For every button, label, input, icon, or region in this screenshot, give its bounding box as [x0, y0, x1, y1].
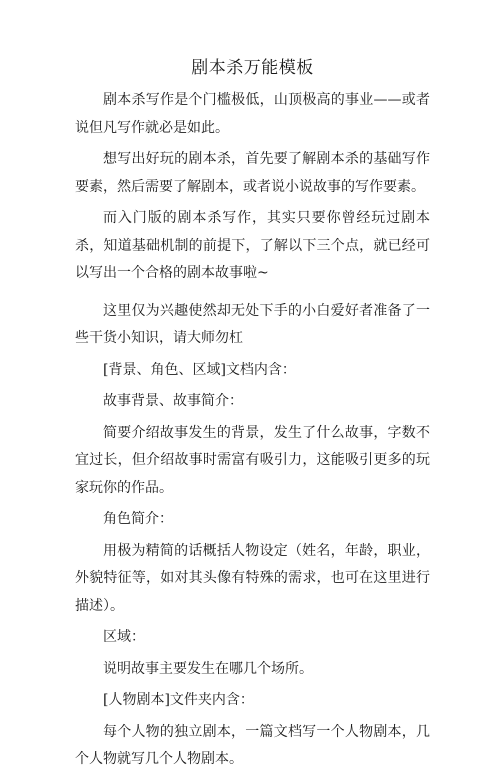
- section-heading-character-scripts: [人物剧本]文件夹内含：: [103, 692, 254, 708]
- subheading-role-intro: 角色简介：: [103, 511, 173, 527]
- paragraph-character-scripts: 每个人物的独立剧本，一篇文档写一个人物剧本，几个人物就写几个人物剧本。: [75, 723, 430, 767]
- paragraph-area: 说明故事主要发生在哪几个场所。: [103, 660, 313, 677]
- section-heading-background-roles-areas: [背景、角色、区域]文档内含：: [103, 361, 296, 378]
- paragraph-basics: 想写出好玩的剧本杀，首先要了解剧本杀的基础写作要素，然后需要了解剧本，或者说小说故事的写作要素。: [75, 151, 430, 195]
- document-title: 剧本杀万能模板: [191, 58, 314, 78]
- paragraph-beginner: 而入门版的剧本杀写作，其实只要你曾经玩过剧本杀，知道基础机制的前提下，了解以下三个点，就已经可以写出一个合格的剧本故事啦~: [75, 210, 430, 281]
- paragraph-role-intro: 用极为精简的话概括人物设定（姓名，年龄，职业，外貌特征等，如对其头像有特殊的需求，也可在这里进行描述）。: [75, 542, 430, 614]
- document-page: [75, 58, 430, 778]
- paragraph-disclaimer: 这里仅为兴趣使然却无处下手的小白爱好者准备了一些干货小知识，请大师勿杠: [75, 302, 430, 346]
- paragraph-intro: 剧本杀写作是个门槛极低，山顶极高的事业——或者说但凡写作就必是如此。: [75, 92, 430, 136]
- subheading-area: 区域：: [103, 629, 145, 645]
- paragraph-story-background: 简要介绍故事发生的背景，发生了什么故事，字数不宜过长，但介绍故事时需富有吸引力，这能吸引更多的玩家玩你的作品。: [75, 424, 430, 496]
- subheading-story-background: 故事背景、故事简介：: [103, 393, 243, 409]
